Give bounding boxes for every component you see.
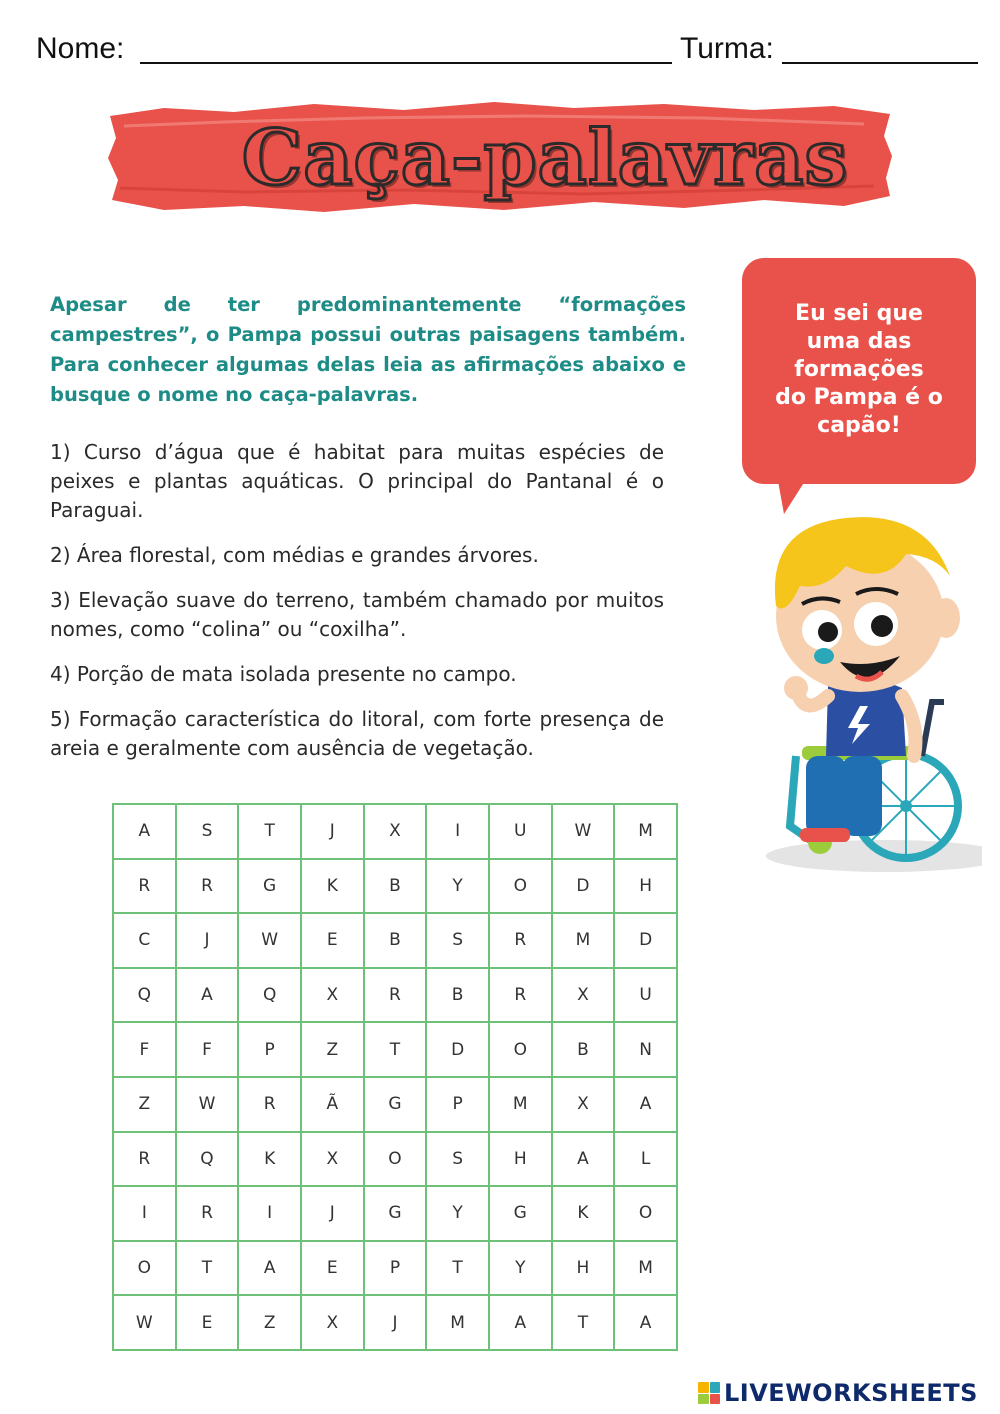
grid-cell[interactable]: X (552, 968, 615, 1023)
grid-row (113, 804, 677, 859)
grid-cell[interactable]: W (113, 1295, 176, 1350)
grid-cell[interactable]: U (614, 968, 677, 1023)
grid-cell[interactable]: Y (426, 859, 489, 914)
grid-cell[interactable]: O (614, 1186, 677, 1241)
grid-cell[interactable]: A (614, 1077, 677, 1132)
grid-cell[interactable]: H (614, 859, 677, 914)
grid-cell[interactable]: I (426, 804, 489, 859)
grid-cell[interactable]: X (552, 1077, 615, 1132)
grid-cell[interactable]: R (364, 968, 427, 1023)
grid-cell[interactable]: E (176, 1295, 239, 1350)
grid-cell[interactable]: Y (489, 1241, 552, 1296)
grid-cell[interactable]: A (614, 1295, 677, 1350)
grid-row (113, 968, 677, 1023)
liveworksheets-logo-icon (698, 1382, 720, 1404)
grid-cell[interactable]: X (301, 968, 364, 1023)
speech-line: capão! (817, 413, 901, 438)
grid-cell[interactable]: R (176, 1186, 239, 1241)
grid-cell[interactable]: I (238, 1186, 301, 1241)
grid-cell[interactable]: D (426, 1022, 489, 1077)
grid-cell[interactable]: O (489, 859, 552, 914)
grid-row (113, 1132, 677, 1187)
grid-cell[interactable]: S (426, 913, 489, 968)
intro-paragraph: Apesar de ter predominantemente “formações campestres”, o Pampa possui outras paisagens também. Para conhecer algumas delas leia as afirmações abaixo e busque o nome no caça-palavras. (50, 293, 686, 406)
grid-cell[interactable]: W (176, 1077, 239, 1132)
grid-cell[interactable]: N (614, 1022, 677, 1077)
question-item: 4) Porção de mata isolada presente no campo. (50, 662, 517, 686)
grid-row (113, 1295, 677, 1350)
grid-row (113, 913, 677, 968)
grid-cell[interactable]: M (614, 804, 677, 859)
grid-cell[interactable]: T (364, 1022, 427, 1077)
class-label: Turma: (680, 32, 774, 65)
grid-cell[interactable]: O (113, 1241, 176, 1296)
word-search-grid (112, 803, 678, 1351)
grid-cell[interactable]: G (364, 1186, 427, 1241)
grid-cell[interactable]: J (176, 913, 239, 968)
grid-cell[interactable]: B (552, 1022, 615, 1077)
grid-cell[interactable]: Q (176, 1132, 239, 1187)
grid-cell[interactable]: G (238, 859, 301, 914)
grid-cell[interactable]: B (364, 859, 427, 914)
logo-text: LIVEWORKSHEETS (724, 1379, 978, 1407)
grid-cell[interactable]: M (426, 1295, 489, 1350)
grid-cell[interactable]: E (301, 913, 364, 968)
grid-cell[interactable]: B (426, 968, 489, 1023)
speech-line: formações (794, 357, 924, 382)
grid-cell[interactable]: D (614, 913, 677, 968)
student-info-header (36, 28, 981, 72)
grid-cell[interactable]: L (614, 1132, 677, 1187)
speech-line: Eu sei que (795, 301, 923, 326)
speech-line: uma das (806, 329, 912, 354)
grid-cell[interactable]: W (552, 804, 615, 859)
grid-cell[interactable]: O (489, 1022, 552, 1077)
grid-cell[interactable]: X (301, 1132, 364, 1187)
speech-line: do Pampa é o (775, 385, 943, 410)
grid-cell[interactable]: Q (113, 968, 176, 1023)
question-item: 3) Elevação suave do terreno, também chamado por muitos nomes, como “colina” ou “coxilha”. (50, 588, 664, 641)
grid-cell[interactable]: X (301, 1295, 364, 1350)
grid-cell[interactable]: Z (238, 1295, 301, 1350)
class-field-line[interactable] (782, 62, 978, 64)
grid-cell[interactable]: R (113, 859, 176, 914)
name-field-line[interactable] (140, 62, 672, 64)
grid-cell[interactable]: A (176, 968, 239, 1023)
grid-cell[interactable]: I (113, 1186, 176, 1241)
grid-cell[interactable]: H (552, 1241, 615, 1296)
question-item: 5) Formação característica do litoral, com forte presença de areia e geralmente com ausência de vegetação. (50, 707, 664, 760)
grid-cell[interactable]: T (426, 1241, 489, 1296)
grid-cell[interactable]: A (489, 1295, 552, 1350)
grid-cell[interactable]: E (301, 1241, 364, 1296)
grid-cell[interactable]: U (489, 804, 552, 859)
speech-bubble-text (746, 300, 972, 440)
page-title: Caça-palavras (241, 112, 849, 202)
question-item: 2) Área florestal, com médias e grandes árvores. (50, 543, 539, 567)
grid-cell[interactable]: R (113, 1132, 176, 1187)
grid-cell[interactable]: R (176, 859, 239, 914)
grid-cell[interactable]: G (489, 1186, 552, 1241)
grid-cell[interactable]: P (426, 1077, 489, 1132)
grid-cell[interactable]: D (552, 859, 615, 914)
grid-cell[interactable]: J (364, 1295, 427, 1350)
grid-cell[interactable]: J (301, 804, 364, 859)
grid-cell[interactable]: M (489, 1077, 552, 1132)
grid-cell[interactable]: O (364, 1132, 427, 1187)
grid-cell[interactable]: R (489, 913, 552, 968)
grid-cell[interactable]: A (238, 1241, 301, 1296)
grid-cell[interactable]: P (238, 1022, 301, 1077)
grid-cell[interactable]: F (176, 1022, 239, 1077)
grid-row (113, 1077, 677, 1132)
grid-cell[interactable]: T (238, 804, 301, 859)
grid-cell[interactable]: M (552, 913, 615, 968)
grid-cell[interactable]: K (238, 1132, 301, 1187)
grid-cell[interactable]: K (301, 859, 364, 914)
grid-cell[interactable]: C (113, 913, 176, 968)
grid-cell[interactable]: Ã (301, 1077, 364, 1132)
grid-cell[interactable]: R (489, 968, 552, 1023)
grid-cell[interactable]: J (301, 1186, 364, 1241)
question-list (50, 438, 664, 779)
grid-cell[interactable]: W (238, 913, 301, 968)
grid-cell[interactable]: G (364, 1077, 427, 1132)
grid-cell[interactable]: T (176, 1241, 239, 1296)
grid-cell[interactable]: X (364, 804, 427, 859)
grid-cell[interactable]: A (113, 804, 176, 859)
grid-row (113, 1241, 677, 1296)
grid-cell[interactable]: H (489, 1132, 552, 1187)
grid-cell[interactable]: S (426, 1132, 489, 1187)
name-label: Nome: (36, 32, 125, 65)
grid-row (113, 1022, 677, 1077)
grid-cell[interactable]: Z (301, 1022, 364, 1077)
boy-in-wheelchair-illustration (736, 506, 982, 876)
grid-cell[interactable]: A (552, 1132, 615, 1187)
grid-cell[interactable]: P (364, 1241, 427, 1296)
grid-cell[interactable]: S (176, 804, 239, 859)
grid-cell[interactable]: T (552, 1295, 615, 1350)
grid-row (113, 859, 677, 914)
grid-cell[interactable]: Z (113, 1077, 176, 1132)
grid-cell[interactable]: B (364, 913, 427, 968)
grid-cell[interactable]: F (113, 1022, 176, 1077)
question-item: 1) Curso d’água que é habitat para muitas espécies de peixes e plantas aquáticas. O principal do Pantanal é o Paraguai. (50, 440, 664, 522)
grid-cell[interactable]: Y (426, 1186, 489, 1241)
liveworksheets-logo (698, 1380, 978, 1406)
grid-cell[interactable]: Q (238, 968, 301, 1023)
title-banner (104, 96, 896, 218)
grid-cell[interactable]: K (552, 1186, 615, 1241)
grid-cell[interactable]: R (238, 1077, 301, 1132)
grid-row (113, 1186, 677, 1241)
grid-cell[interactable]: M (614, 1241, 677, 1296)
